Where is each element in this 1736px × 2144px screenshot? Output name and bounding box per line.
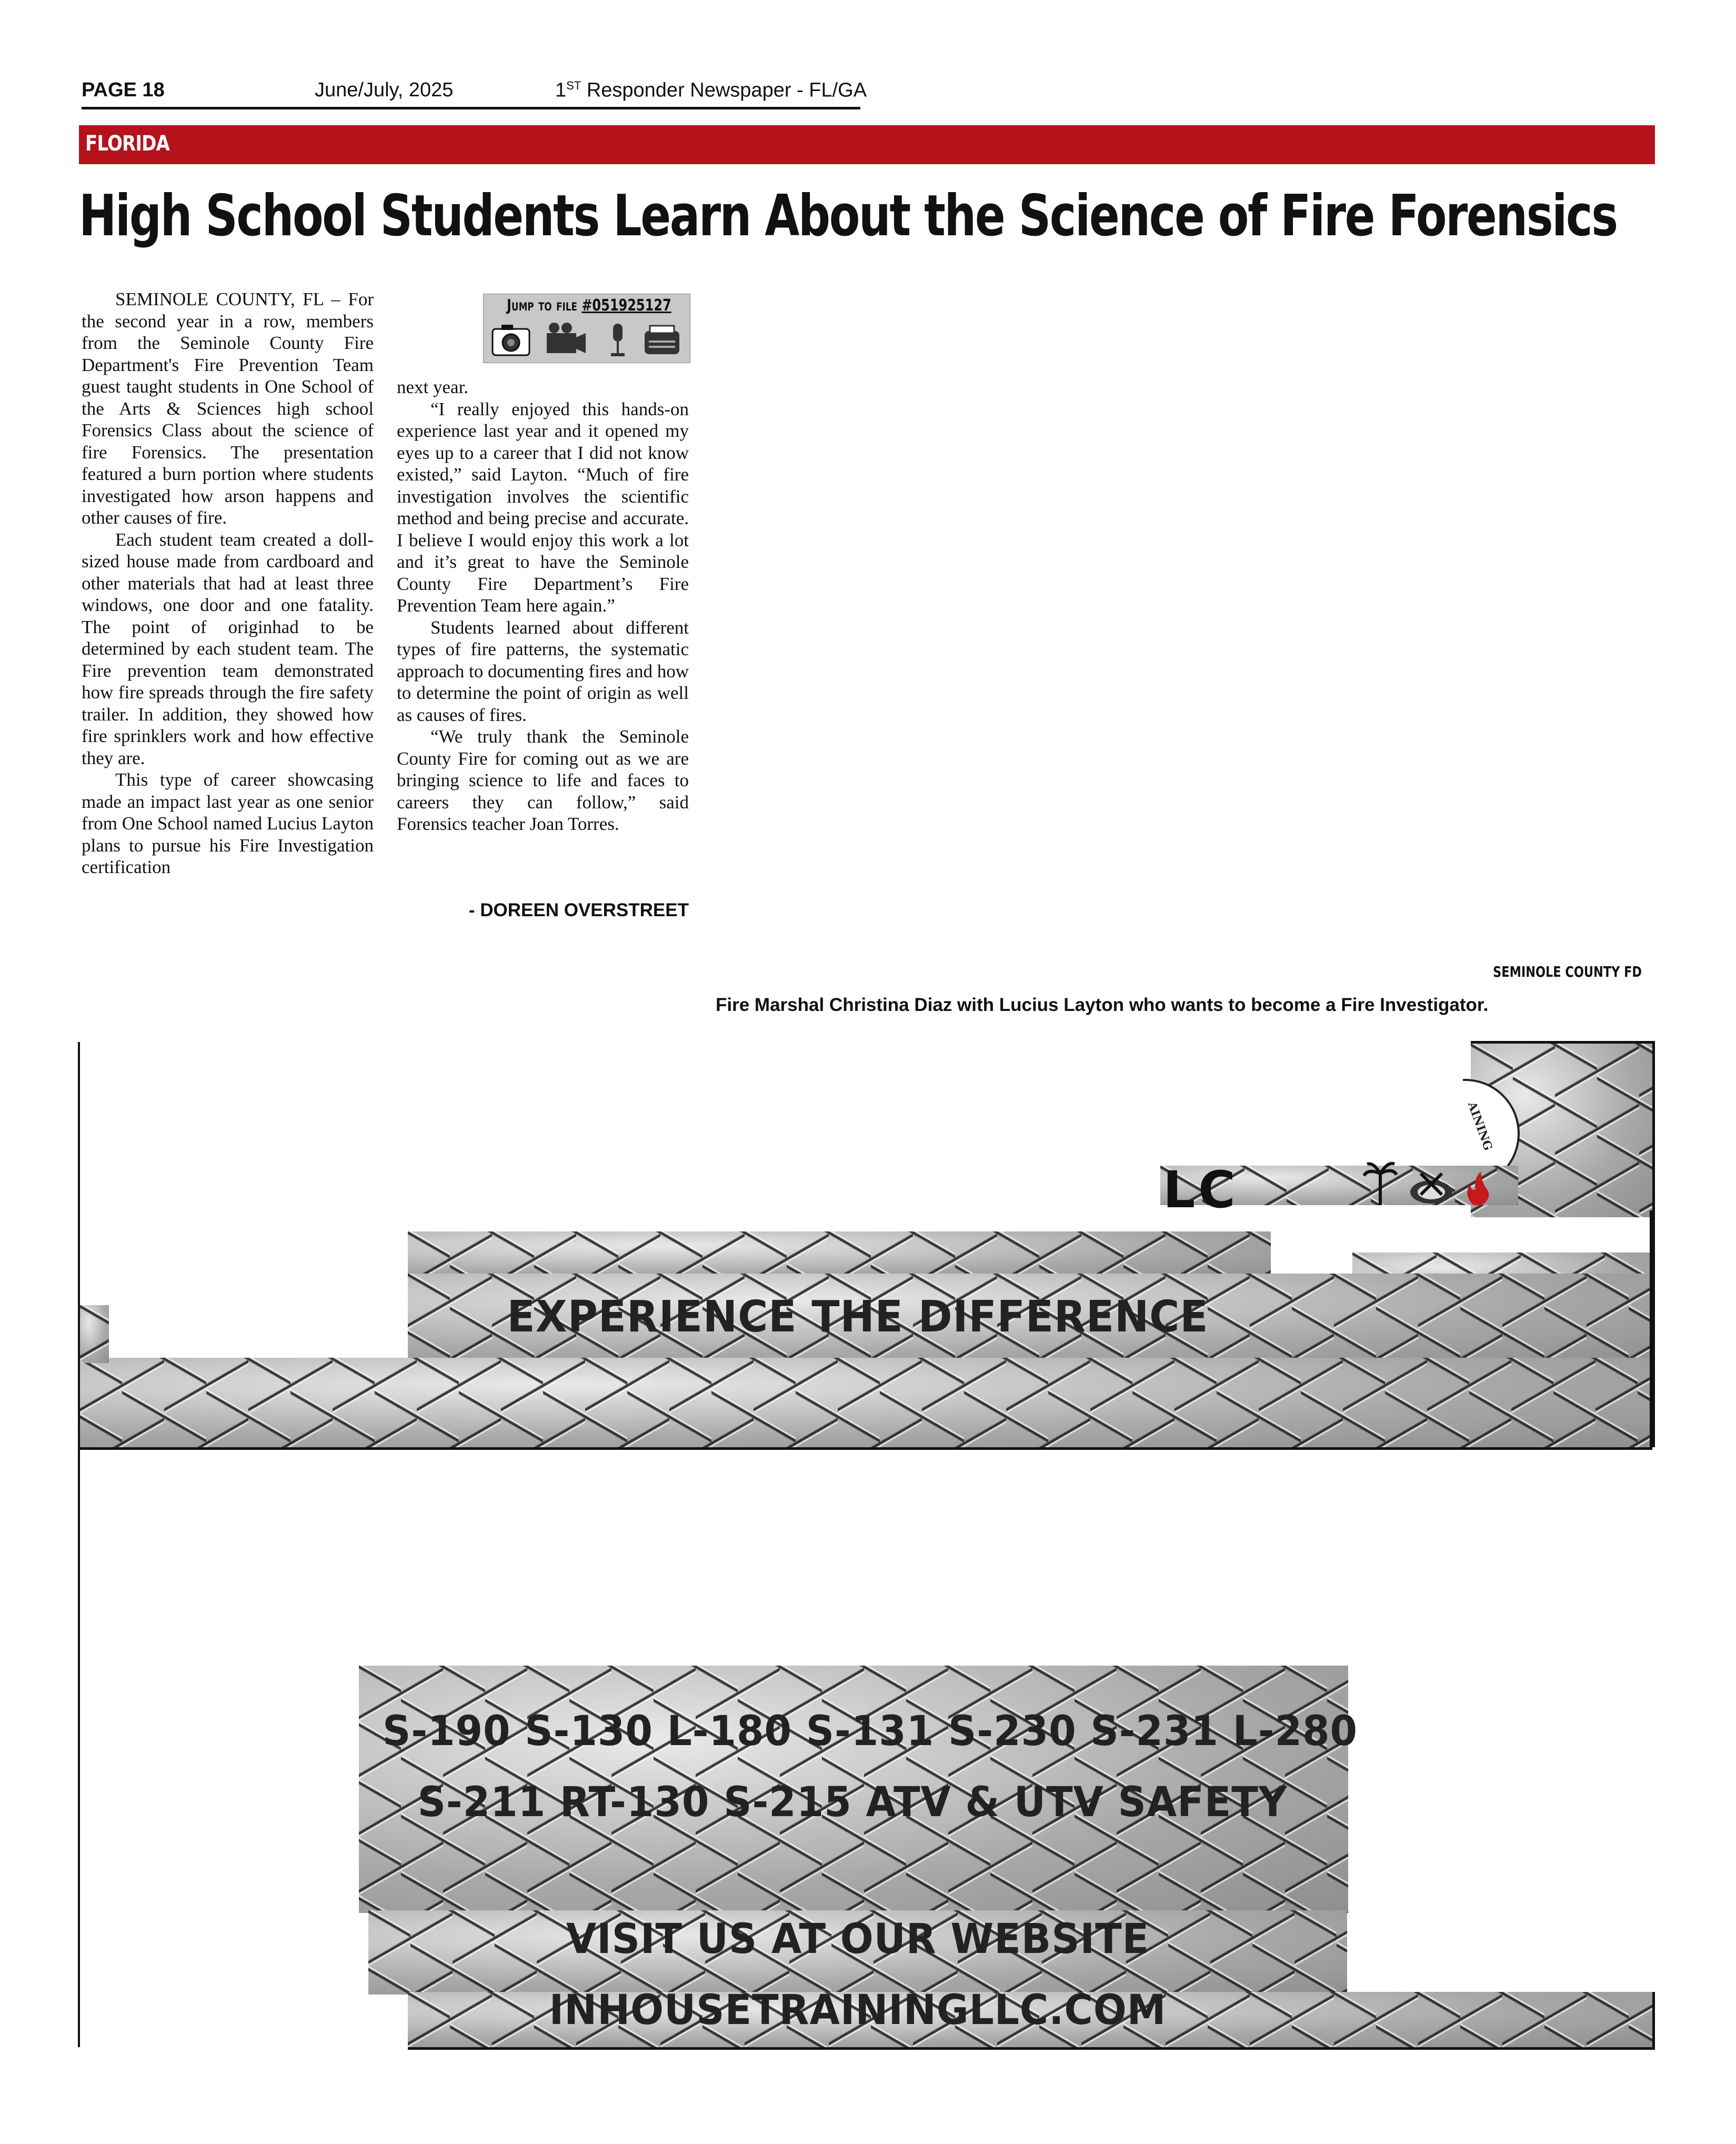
firefighter-helmet-icon (1410, 1174, 1452, 1204)
article-column-1 (82, 288, 374, 878)
section-bar (79, 125, 1655, 164)
video-camera-icon (547, 323, 586, 353)
typewriter-icon (645, 326, 679, 354)
paragraph: next year. (397, 377, 469, 397)
jump-label (507, 296, 671, 315)
ad-tagline: EXPERIENCE THE DIFFERENCE (507, 1292, 1209, 1342)
paragraph: Each student team created a doll-sized house made from cardboard and other materials that had at least three windows, one door and one fatality. The point of originhad to be determined by each student team. The Fire prevention team demonstrated how fire spreads through the fire safety trailer. In addition, they showed how fire sprinklers work and how effective they are. (82, 529, 374, 768)
byline: - DOREEN OVERSTREET (468, 900, 689, 920)
ad-courses-line-2: S-211 RT-130 S-215 ATV & UTV SAFETY (417, 1779, 1288, 1826)
article-column-2 (397, 376, 689, 835)
photo-credit: SEMINOLE COUNTY FD (1493, 963, 1642, 980)
newspaper-name-rest: Responder Newspaper - FL/GA (581, 79, 867, 102)
ad-logo-icons (1363, 1158, 1500, 1208)
jump-label-text: Jump to file (507, 296, 582, 315)
ad-courses-line-1: S-190 S-130 L-180 S-131 S-230 S-231 L-280 (383, 1708, 1358, 1755)
ad-website-prompt: VISIT US AT OUR WEBSITE (566, 1916, 1150, 1963)
paragraph: Students learned about different types of fire patterns, the systematic approach to documenting fires and how to determine the point of origin as well as causes of fires. (397, 617, 689, 725)
issue-date: June/July, 2025 (315, 79, 454, 101)
camera-icon (493, 325, 529, 355)
newspaper-name-sup: ST (566, 79, 581, 92)
ad-website-link[interactable]: INHOUSETRAININGLLC.COM (549, 1987, 1167, 2034)
ad-left-border (78, 1042, 80, 2047)
photo-caption: Fire Marshal Christina Diaz with Lucius Layton who wants to become a Fire Investigator. (716, 995, 1489, 1015)
section-label: FLORIDA (85, 132, 169, 156)
paragraph: This type of career showcasing made an impact last year as one senior from One School named Lucius Layton plans to pursue his Fire Investigation certification (82, 769, 374, 877)
ad-right-edge (1650, 1210, 1655, 1447)
ad-seal-text: AINING (1464, 1100, 1496, 1153)
jump-icons (490, 322, 685, 359)
newspaper-name-prefix: 1 (555, 79, 567, 102)
jump-to-file-badge[interactable] (483, 294, 690, 363)
ad-logo-fragment: LC (1163, 1160, 1239, 1219)
palm-tree-icon (1364, 1164, 1397, 1205)
ad-plate-left-notch (80, 1305, 109, 1363)
paragraph: “I really enjoyed this hands-on experience last year and it opened my eyes up to a career that I did not know existed,” said Layton. “Much of fire investigation involves the scientific method and being precise and accurate. I believe I would enjoy this work a lot and it’s great to have the Seminole County Fire Department’s Fire Prevention Team here again.” (397, 398, 689, 616)
page-number: PAGE 18 (82, 79, 165, 101)
paragraph: “We truly thank the Seminole County Fire for coming out as we are bringing science to life and faces to careers they can follow,” said Forensics teacher Joan Torres. (397, 726, 689, 834)
flame-icon (1467, 1171, 1489, 1205)
newspaper-name (555, 79, 867, 102)
header-rule (82, 107, 860, 109)
ad-plate-band-lower (80, 1358, 1652, 1450)
jump-file-number[interactable]: #051925127 (581, 296, 671, 315)
headline: High School Students Learn About the Science of Fire Forensics (79, 183, 1617, 249)
microphone-icon (611, 324, 625, 356)
paragraph: SEMINOLE COUNTY, FL – For the second year in a row, members from the Seminole County Fire Department's Fire Prevention Team guest taught students in One School of the Arts & Sciences high school Forensics Class about the science of fire Forensics. The presentation featured a burn portion where students investigated how arson happens and other causes of fire. (82, 289, 374, 528)
ad-plate-band-upper (408, 1231, 1271, 1279)
